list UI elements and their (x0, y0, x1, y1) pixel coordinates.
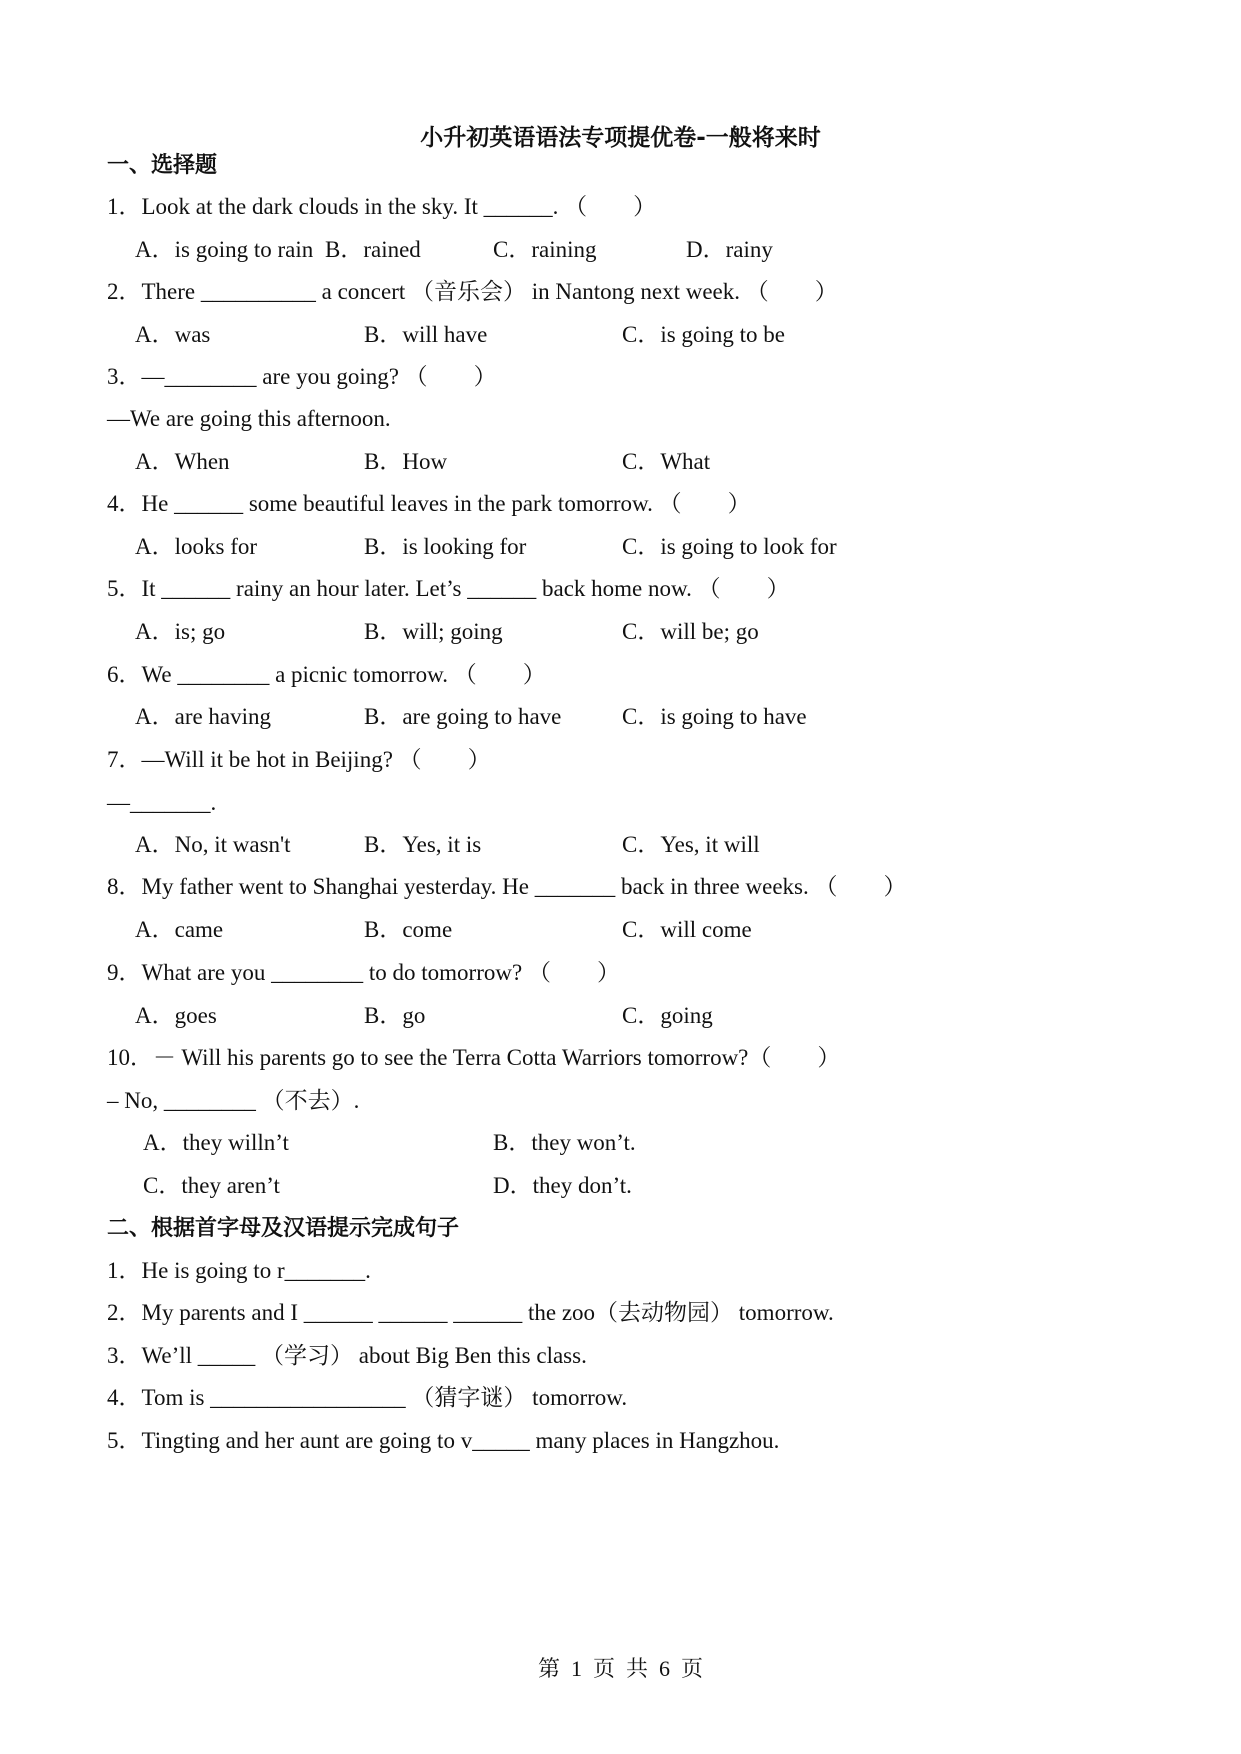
question-5: 5．It ______ rainy an hour later. Let’s ______ back home now. （ ） (107, 576, 790, 601)
q8-option-a: A．came (135, 917, 224, 942)
q9-option-c: C．going (622, 1003, 713, 1028)
q4-option-a: A．looks for (135, 534, 258, 559)
q1-option-c: C．raining (493, 237, 597, 262)
page-footer: 第 1 页 共 6 页 (537, 1656, 703, 1681)
q5-option-c: C．will be; go (622, 619, 759, 644)
q10-option-d: D．they don’t. (493, 1173, 632, 1198)
q1-option-d: D．rainy (686, 237, 773, 262)
q7-answer-line: —_______. (107, 790, 217, 815)
q10-answer-line: – No, ________ （不去）. (107, 1088, 360, 1113)
q6-option-a: A．are having (135, 704, 272, 729)
q3-option-a: A．When (135, 449, 230, 474)
q9-option-a: A．goes (135, 1003, 217, 1028)
q7-option-b: B．Yes, it is (364, 832, 482, 857)
question-10: 10．－ Will his parents go to see the Terra Cotta Warriors tomorrow?（ ） (107, 1045, 841, 1070)
q5-option-b: B．will; going (364, 619, 503, 644)
q6-option-c: C．is going to have (622, 704, 807, 729)
fill-item-1: 1．He is going to r_______. (107, 1258, 371, 1283)
q3-option-c: C．What (622, 449, 711, 474)
q10-option-b: B．they won’t. (493, 1130, 636, 1155)
section-heading-choice: 一、选择题 (107, 153, 218, 178)
q2-option-a: A．was (135, 322, 211, 347)
q4-option-b: B．is looking for (364, 534, 527, 559)
q7-option-c: C．Yes, it will (622, 832, 760, 857)
question-7: 7．—Will it be hot in Beijing? （ ） (107, 747, 491, 772)
page-title: 小升初英语语法专项提优卷-一般将来时 (420, 125, 821, 151)
q1-option-b: B．rained (325, 237, 421, 262)
question-6: 6．We ________ a picnic tomorrow. （ ） (107, 662, 546, 687)
fill-item-4: 4．Tom is _________________ （猜字谜） tomorrow. (107, 1385, 628, 1410)
q3-option-b: B．How (364, 449, 448, 474)
q10-option-c: C．they aren’t (143, 1173, 280, 1198)
question-4: 4．He ______ some beautiful leaves in the park tomorrow. （ ） (107, 491, 751, 516)
q10-option-a: A．they willn’t (143, 1130, 289, 1155)
q5-option-a: A．is; go (135, 619, 226, 644)
q2-option-b: B．will have (364, 322, 488, 347)
fill-item-3: 3．We’ll _____ （学习） about Big Ben this class. (107, 1343, 587, 1368)
q3-answer-line: —We are going this afternoon. (107, 406, 391, 431)
q6-option-b: B．are going to have (364, 704, 562, 729)
question-9: 9．What are you ________ to do tomorrow? （ ） (107, 960, 620, 985)
question-1: 1．Look at the dark clouds in the sky. It ______. （ ） (107, 194, 657, 219)
q7-option-a: A．No, it wasn't (135, 832, 291, 857)
q4-option-c: C．is going to look for (622, 534, 837, 559)
fill-item-2: 2．My parents and I ______ ______ ______ the zoo（去动物园） tomorrow. (107, 1300, 834, 1325)
question-3: 3．—________ are you going? （ ） (107, 364, 497, 389)
q8-option-b: B．come (364, 917, 453, 942)
question-8: 8．My father went to Shanghai yesterday. He _______ back in three weeks. （ ） (107, 874, 907, 899)
q2-option-c: C．is going to be (622, 322, 785, 347)
q8-option-c: C．will come (622, 917, 752, 942)
fill-item-5: 5．Tingting and her aunt are going to v_____ many places in Hangzhou. (107, 1428, 780, 1453)
q9-option-b: B．go (364, 1003, 426, 1028)
section-heading-fill-in: 二、根据首字母及汉语提示完成句子 (107, 1216, 460, 1241)
question-2: 2．There __________ a concert （音乐会） in Nantong next week. （ ） (107, 279, 838, 304)
q1-option-a: A．is going to rain (135, 237, 314, 262)
